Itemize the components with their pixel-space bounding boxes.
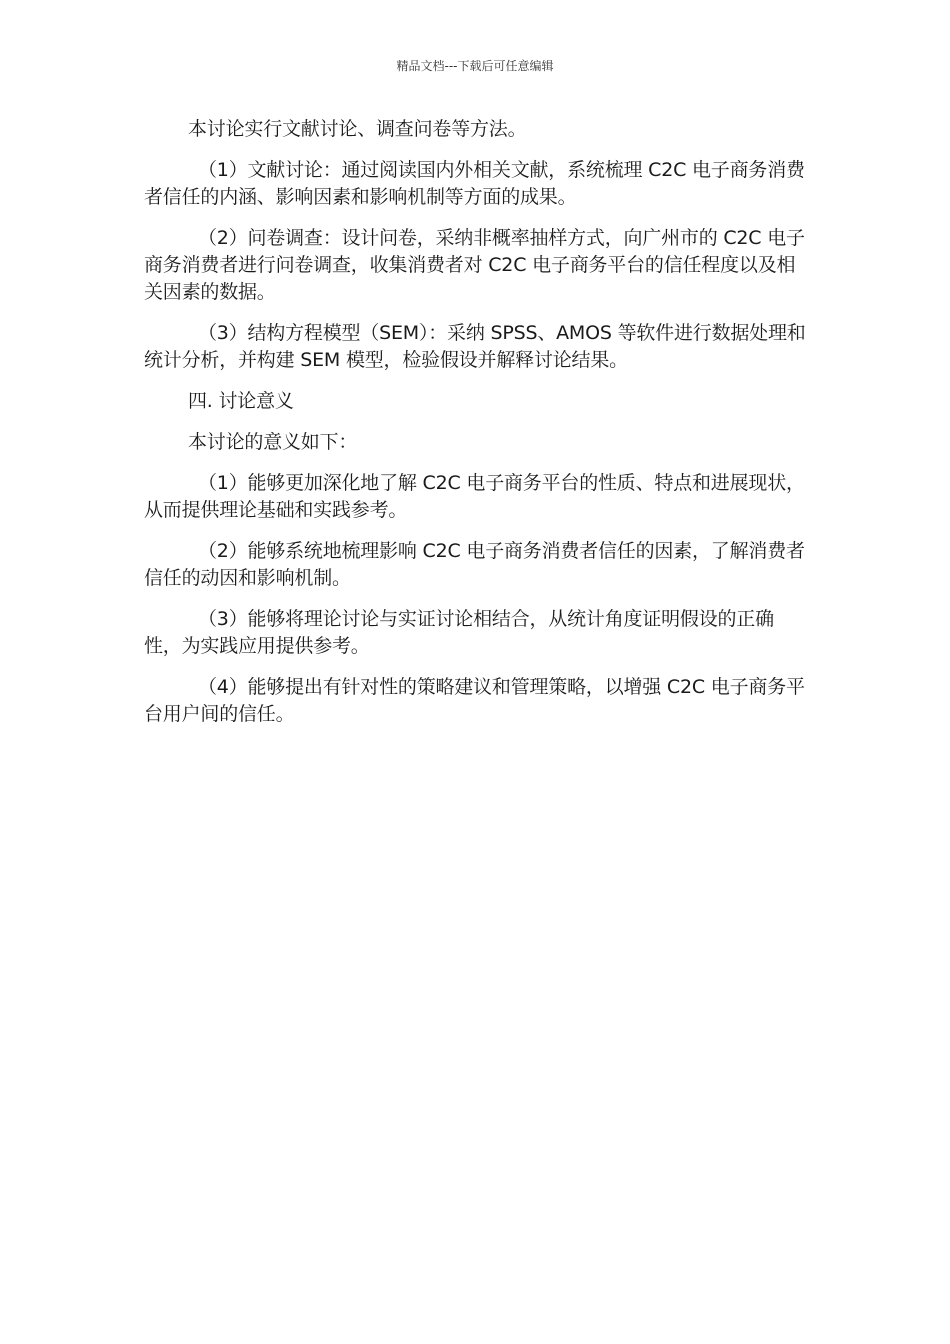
method-survey-paragraph: （2）问卷调查：设计问卷，采纳非概率抽样方式，向广州市的 C2C 电子商务消费者进行问卷调查，收集消费者对 C2C 电子商务平台的信任程度以及相关因素的数据。 [144,227,805,303]
document-body [144,116,806,742]
significance-item-2: （2）能够系统地梳理影响 C2C 电子商务消费者信任的因素，了解消费者信任的动因和影响机制。 [144,540,805,589]
significance-item-1: （1）能够更加深化地了解 C2C 电子商务平台的性质、特点和进展现状，从而提供理论基础和实践参考。 [144,472,805,521]
significance-item-4: （4）能够提出有针对性的策略建议和管理策略，以增强 C2C 电子商务平台用户间的信任。 [144,676,805,725]
method-sem-paragraph: （3）结构方程模型（SEM）：采纳 SPSS、AMOS 等软件进行数据处理和统计分析，并构建 SEM 模型，检验假设并解释讨论结果。 [144,322,806,371]
section-heading-significance: 四. 讨论意义 [188,390,294,412]
methods-intro-paragraph: 本讨论实行文献讨论、调查问卷等方法。 [188,118,527,140]
significance-item-3: （3）能够将理论讨论与实证讨论相结合，从统计角度证明假设的正确性，为实践应用提供参考。 [144,608,774,657]
page-header: 精品文档---下载后可任意编辑 [396,59,554,73]
method-literature-paragraph: （1）文献讨论：通过阅读国内外相关文献，系统梳理 C2C 电子商务消费者信任的内涵、影响因素和影响机制等方面的成果。 [144,159,805,208]
significance-intro-paragraph: 本讨论的意义如下： [188,431,358,453]
